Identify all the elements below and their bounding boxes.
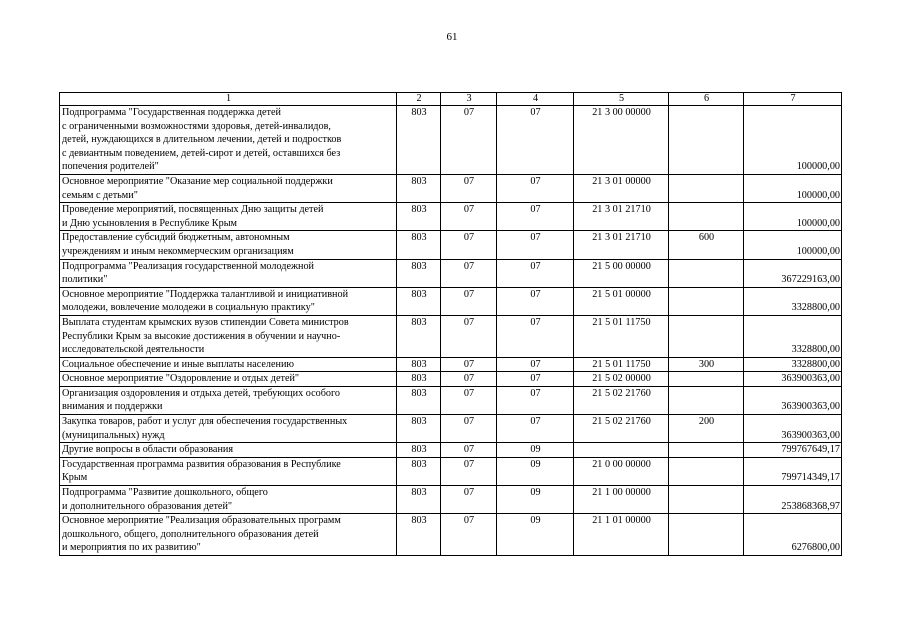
admin-code: 803 [411, 487, 427, 499]
admin-code: 803 [411, 107, 427, 118]
expense-type-code-cell [669, 259, 744, 287]
section-code: 07 [463, 175, 475, 187]
target-article-code-cell [574, 514, 669, 556]
section-code-cell [441, 357, 497, 372]
subsection-code: 09 [530, 487, 541, 499]
section-code: 07 [463, 458, 475, 470]
item-name-cell [60, 315, 397, 357]
admin-code-cell [397, 415, 441, 443]
amount: 3328800,00 [791, 358, 840, 370]
item-name: Основное мероприятие "Оказание мер социальной поддержки семьям с детьми" [62, 175, 333, 201]
expense-type-code-cell [669, 372, 744, 387]
admin-code: 803 [411, 260, 427, 272]
target-article-code: 21 5 01 11750 [592, 316, 651, 328]
target-article-code-cell [574, 287, 669, 315]
table-row [60, 457, 842, 485]
expense-type-code-cell [669, 106, 744, 175]
subsection-code: 09 [530, 444, 541, 456]
target-article-code-cell [574, 415, 669, 443]
target-article-code-cell [574, 457, 669, 485]
admin-code-cell [397, 514, 441, 556]
subsection-code-cell [497, 203, 574, 231]
item-name-cell [60, 259, 397, 287]
admin-code-cell [397, 106, 441, 175]
header-cell-3: 3 [441, 93, 497, 106]
subsection-code: 07 [530, 260, 541, 272]
amount: 3328800,00 [791, 302, 840, 314]
expense-type-code-cell [669, 457, 744, 485]
item-name-cell [60, 372, 397, 387]
target-article-code: 21 1 01 00000 [592, 515, 651, 527]
expense-type-code-cell [669, 415, 744, 443]
subsection-code-cell [497, 486, 574, 514]
amount-cell [744, 174, 842, 202]
admin-code: 803 [411, 288, 427, 300]
target-article-code: 21 1 00 00000 [592, 487, 651, 499]
subsection-code-cell [497, 372, 574, 387]
header-cell-1: 1 [60, 93, 397, 106]
target-article-code: 21 5 02 00000 [592, 373, 651, 385]
section-code-cell [441, 287, 497, 315]
amount: 363900363,00 [781, 401, 840, 413]
item-name-cell [60, 106, 397, 175]
expense-type-code-cell [669, 287, 744, 315]
target-article-code-cell [574, 443, 669, 458]
target-article-code-cell [574, 486, 669, 514]
item-name-cell [60, 457, 397, 485]
target-article-code: 21 3 01 21710 [592, 204, 651, 216]
subsection-code-cell [497, 357, 574, 372]
section-code-cell [441, 203, 497, 231]
amount: 3328800,00 [791, 344, 840, 356]
header-cell-6: 6 [669, 93, 744, 106]
item-name-cell [60, 486, 397, 514]
amount: 363900363,00 [781, 373, 840, 385]
subsection-code-cell [497, 457, 574, 485]
item-name-cell [60, 203, 397, 231]
section-code: 07 [463, 487, 475, 499]
subsection-code: 07 [530, 373, 541, 385]
table-row [60, 174, 842, 202]
admin-code: 803 [411, 387, 427, 399]
section-code: 07 [463, 232, 475, 244]
budget-table [59, 92, 842, 556]
item-name-cell [60, 443, 397, 458]
amount-cell [744, 486, 842, 514]
admin-code-cell [397, 443, 441, 458]
item-name: Организация оздоровления и отдыха детей, требующих особого внимания и поддержки [62, 387, 340, 413]
amount-cell [744, 106, 842, 175]
admin-code: 803 [411, 416, 427, 428]
admin-code-cell [397, 287, 441, 315]
expense-type-code: 200 [698, 416, 715, 428]
section-code: 07 [463, 260, 475, 272]
target-article-code-cell [574, 386, 669, 414]
expense-type-code-cell [669, 231, 744, 259]
section-code-cell [441, 372, 497, 387]
subsection-code: 07 [530, 107, 541, 118]
item-name: Выплата студентам крымских вузов стипендии Совета министров Республики Крым за высокие достижения в обучении и научно- исследовательской деятельности [62, 316, 349, 356]
section-code-cell [441, 443, 497, 458]
target-article-code-cell [574, 259, 669, 287]
subsection-code: 07 [530, 416, 541, 428]
admin-code: 803 [411, 175, 427, 187]
target-article-code-cell [574, 174, 669, 202]
expense-type-code-cell [669, 174, 744, 202]
admin-code: 803 [411, 358, 427, 370]
target-article-code-cell [574, 231, 669, 259]
item-name: Закупка товаров, работ и услуг для обеспечения государственных (муниципальных) нужд [62, 416, 348, 441]
amount-cell [744, 415, 842, 443]
admin-code: 803 [411, 373, 427, 385]
item-name-cell [60, 231, 397, 259]
subsection-code: 07 [530, 204, 541, 216]
table-row [60, 443, 842, 458]
target-article-code: 21 5 02 21760 [592, 416, 651, 428]
amount: 367229163,00 [781, 274, 840, 286]
admin-code-cell [397, 357, 441, 372]
amount: 253868368,97 [781, 500, 840, 512]
target-article-code: 21 3 01 00000 [592, 175, 651, 187]
admin-code: 803 [411, 444, 427, 456]
item-name-cell [60, 357, 397, 372]
expense-type-code-cell [669, 443, 744, 458]
admin-code-cell [397, 203, 441, 231]
amount-cell [744, 203, 842, 231]
amount: 100000,00 [796, 161, 840, 173]
table-row [60, 357, 842, 372]
expense-type-code-cell [669, 315, 744, 357]
table-row [60, 486, 842, 514]
subsection-code: 09 [530, 515, 541, 527]
table-row [60, 386, 842, 414]
subsection-code: 07 [530, 316, 541, 328]
target-article-code-cell [574, 106, 669, 175]
subsection-code-cell [497, 106, 574, 175]
amount: 363900363,00 [781, 429, 840, 441]
subsection-code-cell [497, 287, 574, 315]
admin-code: 803 [411, 232, 427, 244]
amount-cell [744, 514, 842, 556]
target-article-code: 21 3 00 00000 [592, 107, 651, 118]
admin-code: 803 [411, 458, 427, 470]
header-cell-5: 5 [574, 93, 669, 106]
subsection-code: 07 [530, 175, 541, 187]
amount: 100000,00 [796, 189, 840, 201]
subsection-code-cell [497, 174, 574, 202]
item-name: Государственная программа развития образования в Республике Крым [62, 458, 341, 484]
amount-cell [744, 457, 842, 485]
header-cell-2: 2 [397, 93, 441, 106]
admin-code-cell [397, 231, 441, 259]
subsection-code-cell [497, 386, 574, 414]
admin-code-cell [397, 486, 441, 514]
subsection-code: 07 [530, 288, 541, 300]
amount: 6276800,00 [791, 542, 840, 554]
item-name: Основное мероприятие "Поддержка талантливой и инициативной молодежи, вовлечение молодежи в социальную практику" [62, 288, 349, 314]
table-row [60, 372, 842, 387]
target-article-code-cell [574, 315, 669, 357]
item-name-cell [60, 174, 397, 202]
section-code: 07 [463, 316, 475, 328]
target-article-code: 21 5 01 11750 [592, 358, 651, 370]
target-article-code: 21 0 00 00000 [592, 458, 651, 470]
item-name: Социальное обеспечение и иные выплаты населению [62, 358, 295, 370]
admin-code: 803 [411, 316, 427, 328]
table-row [60, 315, 842, 357]
amount: 100000,00 [796, 217, 840, 229]
item-name: Подпрограмма "Государственная поддержка детей с ограниченными возможностями здоровья, детей-инвалидов, детей, нуждающихся в длительном лечении, детей и подростков с девиантным поведением, детей-сирот и детей, оставшихся без попечения родителей" [62, 107, 342, 173]
item-name-cell [60, 514, 397, 556]
expense-type-code-cell [669, 386, 744, 414]
amount-cell [744, 357, 842, 372]
amount-cell [744, 231, 842, 259]
header-cell-7: 7 [744, 93, 842, 106]
table-row [60, 203, 842, 231]
section-code: 07 [463, 373, 475, 385]
section-code-cell [441, 315, 497, 357]
item-name-cell [60, 287, 397, 315]
section-code-cell [441, 231, 497, 259]
target-article-code-cell [574, 203, 669, 231]
section-code: 07 [463, 416, 475, 428]
admin-code-cell [397, 259, 441, 287]
amount: 799767649,17 [781, 444, 840, 456]
item-name: Основное мероприятие "Оздоровление и отдых детей" [62, 373, 300, 385]
amount: 799714349,17 [781, 472, 840, 484]
amount-cell [744, 443, 842, 458]
subsection-code: 07 [530, 387, 541, 399]
admin-code-cell [397, 386, 441, 414]
section-code: 07 [463, 107, 475, 118]
subsection-code-cell [497, 443, 574, 458]
section-code: 07 [463, 515, 475, 527]
expense-type-code-cell [669, 514, 744, 556]
expense-type-code-cell [669, 486, 744, 514]
target-article-code: 21 5 00 00000 [592, 260, 651, 272]
admin-code: 803 [411, 515, 427, 527]
expense-type-code-cell [669, 203, 744, 231]
subsection-code-cell [497, 231, 574, 259]
item-name: Подпрограмма "Реализация государственной молодежной политики" [62, 260, 315, 286]
amount: 100000,00 [796, 245, 840, 257]
subsection-code-cell [497, 415, 574, 443]
admin-code: 803 [411, 204, 427, 216]
item-name: Предоставление субсидий бюджетным, автономным учреждениям и иным некоммерческим организациям [62, 232, 294, 257]
section-code-cell [441, 486, 497, 514]
table-row [60, 287, 842, 315]
item-name: Проведение мероприятий, посвященных Дню защиты детей и Дню усыновления в Республике Крым [62, 204, 324, 229]
section-code: 07 [463, 204, 475, 216]
section-code-cell [441, 174, 497, 202]
section-code: 07 [463, 288, 475, 300]
section-code: 07 [463, 358, 475, 370]
table-row [60, 106, 842, 175]
subsection-code: 07 [530, 232, 541, 244]
table-row [60, 231, 842, 259]
admin-code-cell [397, 372, 441, 387]
section-code-cell [441, 415, 497, 443]
admin-code-cell [397, 174, 441, 202]
section-code: 07 [463, 387, 475, 399]
item-name: Основное мероприятие "Реализация образовательных программ дошкольного, общего, дополнительного образования детей и мероприятия по их развитию" [62, 515, 341, 554]
header-cell-4: 4 [497, 93, 574, 106]
expense-type-code-cell [669, 357, 744, 372]
target-article-code-cell [574, 357, 669, 372]
table-row [60, 514, 842, 556]
section-code-cell [441, 106, 497, 175]
expense-type-code: 600 [698, 232, 715, 244]
subsection-code-cell [497, 514, 574, 556]
subsection-code: 07 [530, 358, 541, 370]
item-name-cell [60, 386, 397, 414]
section-code-cell [441, 514, 497, 556]
section-code-cell [441, 457, 497, 485]
admin-code-cell [397, 315, 441, 357]
target-article-code: 21 5 01 00000 [592, 288, 651, 300]
amount-cell [744, 287, 842, 315]
section-code: 07 [463, 444, 475, 456]
amount-cell [744, 372, 842, 387]
section-code-cell [441, 386, 497, 414]
target-article-code: 21 5 02 21760 [592, 387, 651, 399]
table-row [60, 415, 842, 443]
subsection-code: 09 [530, 458, 541, 470]
target-article-code-cell [574, 372, 669, 387]
section-code-cell [441, 259, 497, 287]
item-name: Подпрограмма "Развитие дошкольного, общего и дополнительного образования детей" [62, 487, 268, 512]
expense-type-code: 300 [698, 358, 715, 370]
subsection-code-cell [497, 315, 574, 357]
item-name: Другие вопросы в области образования [62, 444, 234, 456]
amount-cell [744, 386, 842, 414]
amount-cell [744, 315, 842, 357]
page-number: 61 [446, 31, 458, 43]
table-row [60, 259, 842, 287]
item-name-cell [60, 415, 397, 443]
header-row [60, 93, 842, 106]
amount-cell [744, 259, 842, 287]
admin-code-cell [397, 457, 441, 485]
target-article-code: 21 3 01 21710 [592, 232, 651, 244]
subsection-code-cell [497, 259, 574, 287]
